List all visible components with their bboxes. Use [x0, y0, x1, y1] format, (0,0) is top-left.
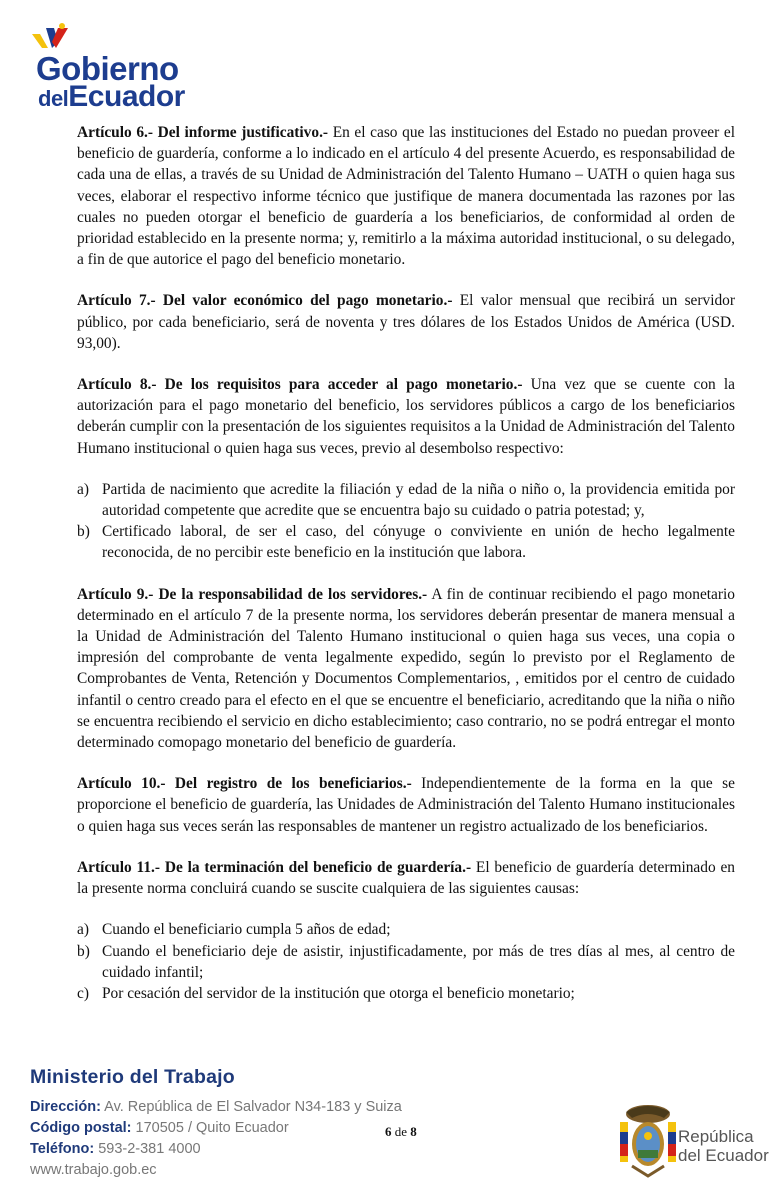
footer-address: [30, 1097, 460, 1118]
list-item-text: Por cesación del servidor de la institución que otorga el beneficio monetario;: [102, 984, 575, 1002]
phone-value: 593-2-381 4000: [98, 1141, 201, 1157]
article-10: [77, 773, 735, 837]
logo-text-ecuador: [38, 82, 185, 112]
logo-text-ecuador-main: Ecuador: [68, 80, 185, 113]
article-10-text: Independientemente de la forma en la que se proporcione el beneficio de guardería, las Unidades de Administración del Talento Humano institucionales o quien haga sus veces serán las responsables de mantener un registro actualizado de los beneficiarios.: [77, 775, 735, 835]
page-number: [385, 1124, 417, 1140]
list-marker: a): [77, 480, 89, 498]
article-11-list: [77, 919, 735, 1004]
list-item: [77, 941, 735, 983]
article-6: [77, 122, 735, 270]
document-body: [77, 122, 735, 1024]
list-item: [77, 983, 735, 1004]
list-item-text: Partida de nacimiento que acredite la filiación y edad de la niña o niño o, la providencia emitida por autoridad competente que acredite que se encuentra bajo su cuidado o patria potestad; y,: [102, 480, 735, 520]
article-11-text: El beneficio de guardería determinado en la presente norma concluirá cuando se suscite cualquiera de las siguientes causas:: [77, 858, 735, 898]
article-11: [77, 857, 735, 899]
list-item-text: Cuando el beneficiario deje de asistir, injustificadamente, por más de tres días al mes, al centro de cuidado infantil;: [102, 942, 735, 981]
page-of: de: [394, 1124, 408, 1139]
article-9-title: Artículo 9.- De la responsabilidad de los servidores.-: [77, 585, 428, 603]
list-item: [77, 919, 735, 940]
list-marker: b): [77, 942, 90, 960]
ministry-name: Ministerio del Trabajo: [30, 1066, 235, 1088]
republica-line2: del Ecuador: [678, 1146, 769, 1165]
list-marker: b): [77, 523, 90, 541]
list-item-text: Cuando el beneficiario cumpla 5 años de edad;: [102, 921, 391, 939]
list-marker: c): [77, 984, 89, 1002]
phone-label: Teléfono:: [30, 1141, 95, 1157]
article-8-list: [77, 479, 735, 564]
address-label: Dirección:: [30, 1099, 101, 1115]
article-8-title: Artículo 8.- De los requisitos para acceder al pago monetario.-: [77, 376, 523, 394]
list-item: [77, 521, 735, 563]
article-7-title: Artículo 7.- Del valor económico del pago monetario.-: [77, 292, 453, 310]
coat-of-arms-icon: [612, 1100, 684, 1180]
republica-line1: República: [678, 1127, 754, 1146]
logo-text-gobierno: Gobierno: [36, 50, 179, 87]
article-8: [77, 374, 735, 459]
page-total: 8: [410, 1124, 417, 1139]
article-6-text: En el caso que las instituciones del Estado no puedan proveer el beneficio de guardería, conforme a lo indicado en el artículo 4 del presente Acuerdo, es responsabilidad de cada una de ellas, a través de su Unidad de Administración del Talento Humano – UATH o quien haga sus veces, elaborar el respectivo informe técnico que justifique de manera documentada las razones por las cuales no pueden otorgar el beneficio de guardería a los beneficiarios, de conformidad al orden de prioridad establecido en la presente norma; y, remitirlo a la máxima autoridad institucional, o su delegado, a fin de que autorice el pago del beneficio monetario.: [77, 124, 735, 269]
page-current: 6: [385, 1124, 392, 1139]
logo-text-del: del: [38, 86, 69, 111]
article-10-title: Artículo 10.- Del registro de los beneficiarios.-: [77, 775, 412, 793]
article-8-text: Una vez que se cuente con la autorización para el pago monetario del beneficio, los servidores públicos a cargo de los beneficiarios deberán cumplir con la presentación de los siguientes requisitos a la Unidad de Administración del Talento Humano institucional o quien haga sus veces, previo al desembolso respectivo:: [77, 376, 735, 457]
article-6-title: Artículo 6.- Del informe justificativo.-: [77, 124, 329, 141]
footer-phone: [30, 1139, 460, 1160]
article-7: [77, 290, 735, 354]
article-7-text: El valor mensual que recibirá un servidor público, por cada beneficiario, será de noventa y tres dólares de los Estados Unidos de América (USD. 93,00).: [77, 292, 735, 352]
list-item: [77, 479, 735, 521]
republica-ecuador-label: [678, 1127, 769, 1165]
postal-label: Código postal:: [30, 1120, 132, 1136]
list-item-text: Certificado laboral, de ser el caso, del cónyuge o conviviente en unión de hecho legalmente reconocida, de no percibir este beneficio en la institución que labora.: [102, 523, 735, 562]
article-9-text: A fin de continuar recibiendo el pago monetario determinado en el artículo 7 de la presente norma, los servidores deberán presentar de manera mensual a la Unidad de Administración del Talento Humano institucional o quien haga sus veces, una copia o impresión del comprobante de venta legalmente expedido, según lo previsto por el Reglamento de Comprobantes de Venta, Retención y Documentos Complementarios, , emitidos por el centro de cuidado infantil o centro creado para el efecto en el que se encuentre el beneficiario, acreditando que la niña o niño se encuentra recibiendo el servicio en dicho establecimiento; caso contrario, no se podrá entregar el monto determinado comopago monetario del beneficio de guardería.: [77, 585, 735, 752]
postal-value: 170505 / Quito Ecuador: [135, 1120, 289, 1136]
gobierno-ecuador-logo: [28, 22, 198, 112]
address-value: Av. República de El Salvador N34-183 y Suiza: [104, 1099, 402, 1115]
article-9: [77, 584, 735, 754]
article-11-title: Artículo 11.- De la terminación del beneficio de guardería.-: [77, 858, 472, 876]
footer-website[interactable]: www.trabajo.gob.ec: [30, 1162, 157, 1178]
list-marker: a): [77, 921, 89, 939]
